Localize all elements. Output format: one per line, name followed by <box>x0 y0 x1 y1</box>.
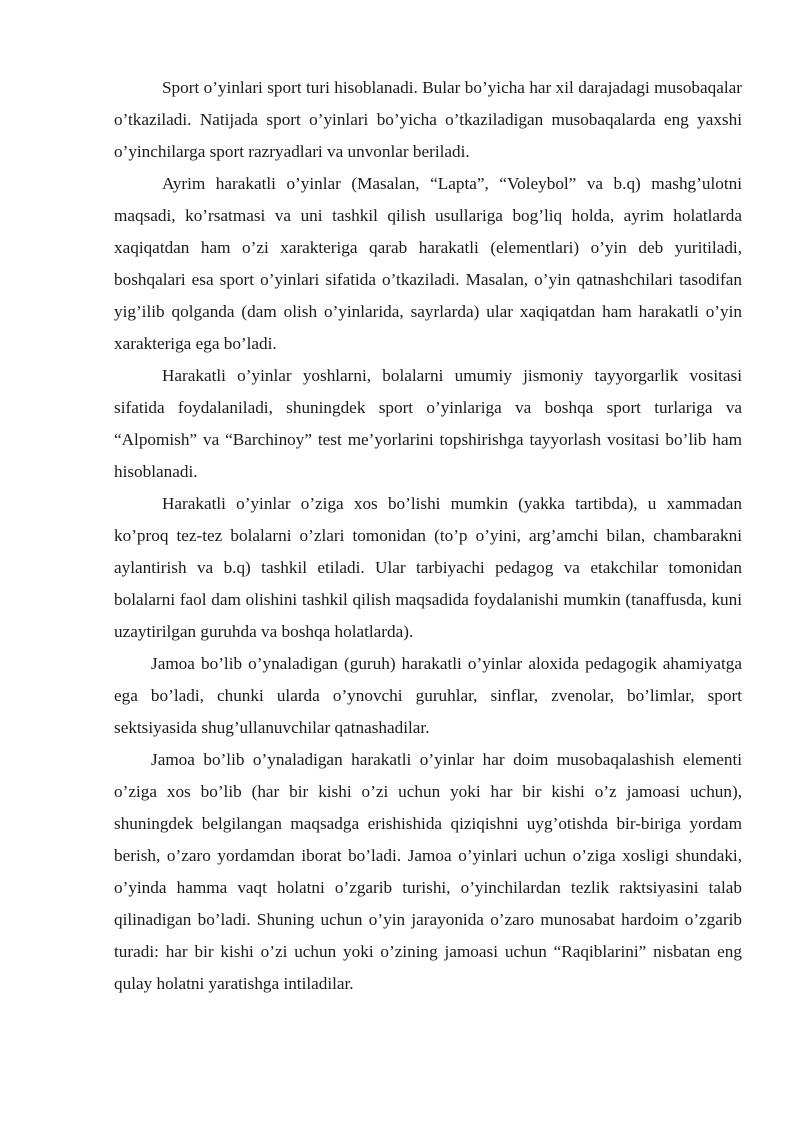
paragraph-2: Ayrim harakatli o’yinlar (Masalan, “Lapta”, “Voleybol” va b.q) mashg’ulotni maqsadi, ko’rsatmasi va uni tashkil qilish usullariga bog’liq holda, ayrim holatlarda xaqiqatdan ham o’zi xarakteriga qarab harakatli (elementlari) o’yin deb yuritiladi, boshqalari esa sport o’yinlari sifatida o’tkaziladi. Masalan, o’yin qatnashchilari tasodifan yig’ilib qolganda (dam olish o’yinlarida, sayrlarda) ular xaqiqatdan ham harakatli o’yin xarakteriga ega bo’ladi. <box>114 174 742 353</box>
paragraph-1: Sport o’yinlari sport turi hisoblanadi. Bular bo’yicha har xil darajadagi musobaqalar o’tkaziladi. Natijada sport o’yinlari bo’yicha o’tkaziladigan musobaqalarda eng yaxshi o’yinchilarga sport razryadlari va unvonlar beriladi. <box>114 78 742 161</box>
paragraph-4: Harakatli o’yinlar o’ziga xos bo’lishi mumkin (yakka tartibda), u xammadan ko’proq tez-tez bolalarni o’zlari tomonidan (to’p o’yini, arg’amchi bilan, chambarakni aylantirish va b.q) tashkil etiladi. Ular tarbiyachi pedagog va etakchilar tomonidan bolalarni faol dam olishini tashkil qilish maqsadida foydalanishi mumkin (tanaffusda, kuni uzaytirilgan guruhda va boshqa holatlarda). <box>114 494 742 641</box>
paragraph-5: Jamoa bo’lib o’ynaladigan (guruh) harakatli o’yinlar aloxida pedagogik ahamiyatga ega bo’ladi, chunki ularda o’ynovchi guruhlar, sinflar, zvenolar, bo’limlar, sport sektsiyasida shug’ullanuvchilar qatnashadilar. <box>114 654 742 737</box>
paragraph-6: Jamoa bo’lib o’ynaladigan harakatli o’yinlar har doim musobaqalashish elementi o’ziga xos bo’lib (har bir kishi o’zi uchun yoki har bir kishi o’z jamoasi uchun), shuningdek belgilangan maqsadga erishishida qiziqishni uyg’otishda bir-biriga yordam berish, o’zaro yordamdan iborat bo’ladi. Jamoa o’yinlari uchun o’ziga xosligi shundaki, o’yinda hamma vaqt holatni o’zgarib turishi, o’yinchilardan tezlik raktsiyasini talab qilinadigan bo’ladi. Shuning uchun o’yin jarayonida o’zaro munosabat hardoim o’zgarib turadi: har bir kishi o’zi uchun yoki o’zining jamoasi uchun “Raqiblarini” nisbatan eng qulay holatni yaratishga intiladilar. <box>114 750 742 993</box>
document-body <box>114 72 742 1000</box>
paragraph-3: Harakatli o’yinlar yoshlarni, bolalarni umumiy jismoniy tayyorgarlik vositasi sifatida foydalaniladi, shuningdek sport o’yinlariga va boshqa sport turlariga va “Alpomish” va “Barchinoy” test me’yorlarini topshirishga tayyorlash vositasi bo’lib ham hisoblanadi. <box>114 366 742 481</box>
